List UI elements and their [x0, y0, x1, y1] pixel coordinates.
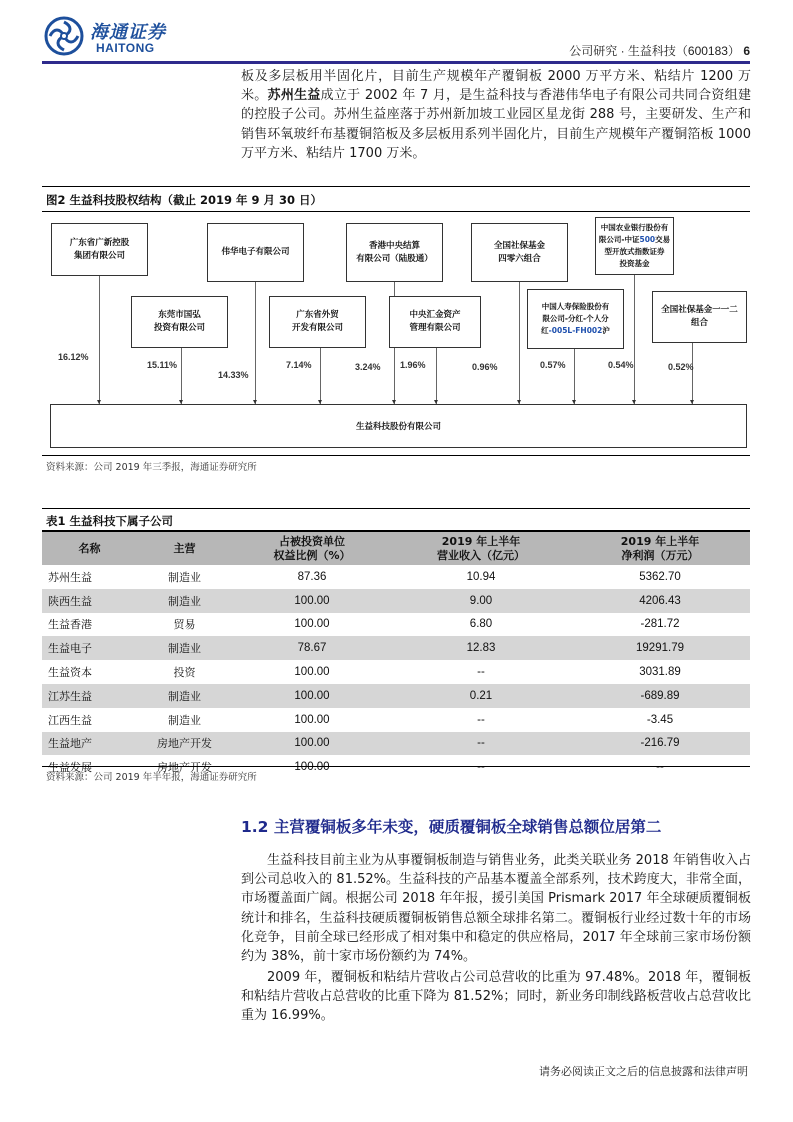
box-line: 广东省外贸 [296, 310, 339, 320]
cell-business: 制造业 [137, 684, 232, 708]
cell-name: 生益发展 [48, 761, 92, 775]
cell-profit: -216.79 [570, 732, 750, 756]
header-text: 2019 年上半年 [620, 534, 700, 548]
cell-name: 生益电子 [42, 636, 137, 660]
cell-equity: 100.00 [232, 589, 392, 613]
connector-line [320, 348, 321, 404]
box-text: 红 [541, 326, 549, 335]
box-line: 开发有限公司 [291, 323, 343, 333]
intro-text-1: 板及多层板用半固化片，目前生产规模年产覆铜板 2000 万平方米、粘结片 1200 万米。 [241, 69, 751, 104]
header-text: 主营 [173, 541, 196, 555]
col-header-profit [570, 531, 750, 565]
intro-paragraph [241, 67, 751, 163]
box-line: 投资有限公司 [153, 323, 205, 333]
ownership-structure-diagram [42, 211, 750, 456]
cell-name: 生益资本 [48, 666, 92, 680]
box-line: 广东省广新控股 [69, 237, 130, 248]
box-line: 中国人寿保险股份有 [541, 302, 610, 311]
cell-revenue: 10.94 [466, 570, 496, 583]
table-row [42, 684, 750, 708]
col-header-business [137, 531, 232, 565]
cell-business: 制造业 [137, 589, 232, 613]
target-company-box [50, 404, 747, 448]
cell-profit: -689.89 [570, 684, 750, 708]
cell-profit: 3031.89 [639, 666, 681, 679]
cell-business: 贸易 [173, 618, 196, 632]
cell-revenue: -- [477, 761, 485, 774]
cell-profit: 5362.70 [639, 570, 681, 583]
cell-revenue: -- [392, 732, 570, 756]
header-text: 净利润（万元） [621, 548, 699, 562]
share-pct-hkscc: 3.24% [355, 362, 381, 372]
connector-line [255, 282, 256, 404]
shareholder-box-hkscc [346, 223, 443, 282]
share-pct-ssf112: 0.52% [668, 362, 694, 372]
figure-top-rule [42, 186, 750, 187]
table-row [42, 565, 750, 589]
share-pct-chinalife: 0.57% [540, 360, 566, 370]
cell-revenue: -- [477, 713, 485, 726]
box-line: 组合 [690, 318, 708, 328]
figure-title: 图2 生益科技股权结构（截止 2019 年 9 月 30 日） [46, 193, 323, 207]
table-title: 表1 生益科技下属子公司 [46, 514, 174, 528]
connector-line [634, 275, 635, 404]
connector-line [436, 348, 437, 404]
box-line: 中央汇金资产 [409, 310, 461, 320]
table-top-rule [42, 508, 750, 509]
cell-name: 陕西生益 [42, 589, 137, 613]
share-pct-guohong: 15.11% [147, 360, 178, 370]
cell-profit: -281.72 [640, 618, 680, 631]
box-line: 型开放式指数证券 [604, 247, 665, 256]
cell-name: 生益香港 [48, 618, 92, 632]
shareholder-box-huijin [389, 296, 481, 348]
header-text: 占被投资单位 [279, 534, 345, 548]
cell-business: 投资 [173, 666, 196, 680]
shareholder-box-waimao [269, 296, 366, 348]
cell-equity: 78.67 [232, 636, 392, 660]
header-text: 权益比例（%） [273, 548, 351, 562]
table-row [42, 708, 750, 732]
box-line: 有限公司（陆股通） [356, 253, 433, 264]
cell-equity: 87.36 [297, 570, 327, 583]
connector-line [692, 343, 693, 404]
box-line: 投资基金 [619, 259, 650, 268]
share-pct-waimao: 7.14% [286, 360, 312, 370]
cell-equity: 100.00 [232, 732, 392, 756]
cell-business: 制造业 [168, 570, 201, 584]
shareholder-box-ssf112 [652, 291, 747, 343]
haitong-logo [44, 16, 184, 60]
box-line [599, 234, 670, 246]
cell-revenue: 6.80 [469, 618, 493, 631]
logo-english-text: HAITONG [96, 41, 155, 55]
col-header-equity [232, 531, 392, 565]
shareholder-box-guohong [131, 296, 228, 348]
connector-line [181, 348, 182, 404]
box-line: 全国社保基金一一二 [661, 305, 738, 315]
header-text: 2019 年上半年 [441, 534, 521, 548]
footer-disclaimer: 请务必阅读正文之后的信息披露和法律声明 [539, 1065, 748, 1078]
share-pct-ssf406: 0.96% [472, 362, 498, 372]
cell-profit: 4206.43 [570, 589, 750, 613]
table-row [42, 660, 750, 684]
section-paragraph-2: 2009 年，覆铜板和粘结片营收占公司总营收的比重为 97.48%。2018 年，覆铜板和粘结片营收占总营收的比重下降为 81.52%；同时，新业务印制线路板营收占总营收比重为 16.99%。 [241, 970, 751, 1024]
header-divider [42, 61, 750, 64]
table-row [42, 613, 750, 637]
figure-source: 资料来源：公司 2019 年三季报，海通证券研究所 [46, 462, 257, 473]
cell-equity: 100.00 [294, 761, 330, 774]
box-text: 限公司-中证 [598, 235, 640, 244]
cell-business: 制造业 [137, 636, 232, 660]
page-number: 6 [743, 44, 750, 58]
breadcrumb: 公司研究 · 生益科技（600183） [569, 44, 740, 58]
box-text-highlight: -005L-FH002 [548, 326, 603, 335]
cell-equity: 100.00 [294, 713, 330, 726]
header-text: 营业收入（亿元） [437, 548, 525, 562]
box-line: 管理有限公司 [409, 323, 461, 333]
connector-line [574, 349, 575, 404]
cell-equity: 100.00 [232, 684, 392, 708]
suzhou-shengyi-bold: 苏州生益 [267, 88, 321, 104]
cell-revenue: 12.83 [392, 636, 570, 660]
shareholder-box-chinalife [527, 289, 624, 349]
table-row [42, 589, 750, 613]
box-line: 中国农业银行股份有 [600, 223, 669, 232]
box-line: 四零六组合 [498, 253, 541, 264]
haitong-logo-icon [44, 16, 84, 56]
table-row [42, 732, 750, 756]
logo-chinese-text: 海通证券 [90, 22, 166, 43]
box-text: 交易 [655, 235, 671, 244]
table-bottom-rule [42, 766, 750, 767]
running-header [569, 42, 750, 59]
cell-revenue: 0.21 [392, 684, 570, 708]
col-header-name [42, 531, 137, 565]
box-line: 限公司-分红-个人分 [542, 314, 609, 323]
target-company-name: 生益科技股份有限公司 [355, 422, 441, 432]
cell-equity: 100.00 [294, 618, 330, 631]
header-text: 名称 [78, 541, 101, 555]
section-heading: 1.2 主营覆铜板多年未变，硬质覆铜板全球销售总额位居第二 [241, 818, 662, 836]
shareholder-box-ssf406 [471, 223, 568, 282]
cell-name: 生益地产 [42, 732, 137, 756]
cell-name: 苏州生益 [48, 570, 92, 584]
cell-name: 江苏生益 [42, 684, 137, 708]
cell-profit: -- [656, 761, 664, 774]
intro-text-2: 成立于 2002 年 7 月，是生益科技与香港伟华电子有限公司共同合资组建的控股子公司。苏州生益座落于苏州新加坡工业园区星龙街 288 号，主要研发、生产和销售环氧玻纤布基覆铜箔板及多层板用系列半固化片，目前生产规模年产覆铜箔板 1000 万平方米、粘结片 1700 万米。 [241, 88, 751, 161]
shareholder-box-abc-csi500 [595, 217, 674, 275]
cell-business: 制造业 [168, 713, 201, 727]
box-text-highlight: 500 [639, 235, 656, 244]
cell-business: 房地产开发 [157, 761, 212, 775]
cell-name: 江西生益 [48, 713, 92, 727]
table-row [42, 636, 750, 660]
section-paragraph-1: 生益科技目前主业为从事覆铜板制造与销售业务，此类关联业务 2018 年销售收入占到公司总收入的 81.52%。生益科技的产品基本覆盖全部系列，技术跨度大，非常全面，市场覆盖面广阔。根据公司 2018 年年报，援引美国 Prismark 2017 年全球硬质覆铜板统计和排名，生益科技硬质覆铜板销售总额全球排名第二。覆铜板行业经过数十年的市场化竞争，目前全球已经形成了相对集中和稳定的供应格局，2017 年全球前三家市场份额约为 38%，前十家市场份额约为 74%。 [241, 853, 751, 965]
cell-revenue: -- [477, 666, 485, 679]
figure-bottom-rule [42, 455, 750, 456]
box-line: 东莞市国弘 [158, 310, 201, 320]
shareholder-box-guangxin [51, 223, 148, 276]
connector-line [99, 276, 100, 404]
table-source: 资料来源：公司 2019 年半年报，海通证券研究所 [46, 772, 257, 783]
box-line: 伟华电子有限公司 [221, 247, 290, 257]
box-line: 香港中央结算 [368, 240, 420, 251]
connector-line [519, 282, 520, 404]
cell-revenue: 9.00 [392, 589, 570, 613]
box-text: 沪 [602, 326, 610, 335]
share-pct-guangxin: 16.12% [58, 352, 89, 362]
table-header-row [42, 531, 750, 565]
subsidiaries-table [42, 530, 750, 779]
shareholder-box-weihua [207, 223, 304, 282]
col-header-revenue [392, 531, 570, 565]
cell-equity: 100.00 [294, 666, 330, 679]
cell-profit: -3.45 [646, 713, 674, 726]
box-line: 全国社保基金 [493, 240, 545, 251]
cell-profit: 19291.79 [570, 636, 750, 660]
share-pct-huijin: 1.96% [400, 360, 426, 370]
box-line: 集团有限公司 [73, 250, 125, 261]
cell-business: 房地产开发 [137, 732, 232, 756]
box-line [541, 325, 610, 337]
share-pct-weihua: 14.33% [218, 370, 249, 380]
share-pct-abc-csi500: 0.54% [608, 360, 634, 370]
